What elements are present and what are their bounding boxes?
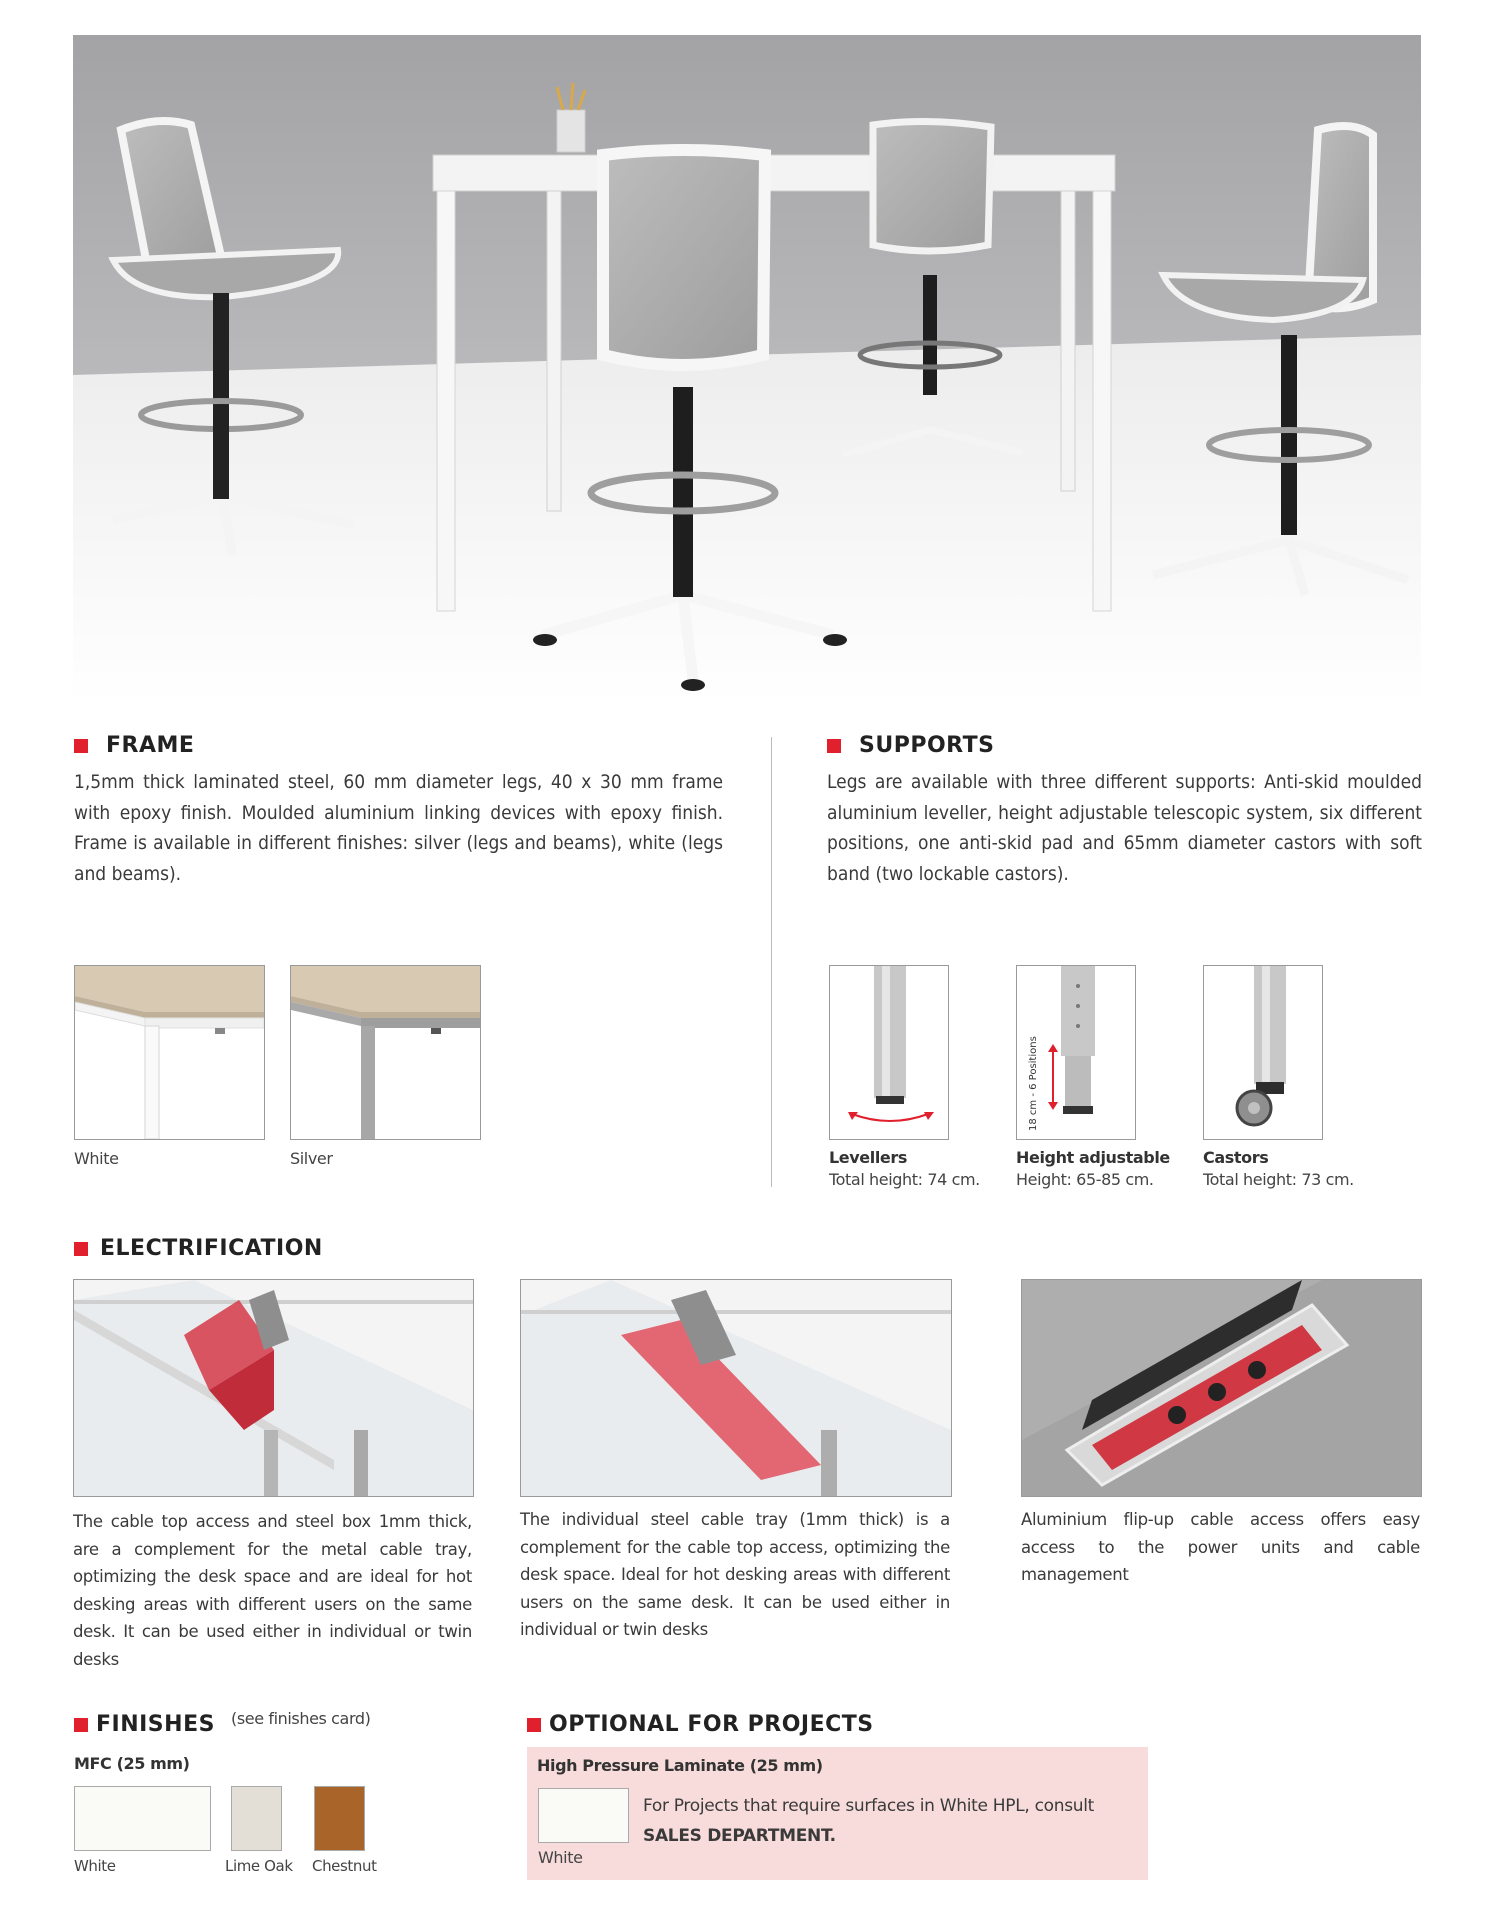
leveller-detail: Total height: 74 cm. (829, 1170, 980, 1189)
supports-heading (827, 733, 994, 758)
height-adjustable-image-text: 18 cm - 6 Positions (1028, 1036, 1039, 1131)
red-square-icon (827, 739, 841, 753)
finish-swatch-white-label: White (74, 1857, 116, 1875)
finishes-note: (see finishes card) (231, 1709, 371, 1728)
cable-top-access-image (73, 1279, 474, 1497)
optional-swatch-label: White (538, 1848, 583, 1867)
hero-image (73, 35, 1421, 705)
height-adjustable-image (1016, 965, 1136, 1140)
frame-finish-silver-image (290, 965, 481, 1140)
frame-finish-silver-label: Silver (290, 1149, 333, 1168)
electrification-heading (74, 1236, 323, 1261)
optional-description-text: For Projects that require surfaces in White HPL, consult (643, 1796, 1095, 1816)
optional-sales-department: SALES DEPARTMENT. (643, 1826, 836, 1846)
red-square-icon (74, 739, 88, 753)
supports-description: Legs are available with three different supports: Anti-skid moulded aluminium leveller, height adjustable telescopic system, six different positions, one anti-skid pad and 65mm diameter castors with soft band (two lockable castors). (827, 771, 1422, 885)
cable-tray-description: The individual steel cable tray (1mm thick) is a complement for the cable top access, optimizing the desk space. Ideal for hot desking areas with different users on the same desk. It can be used either in individual or twin desks (520, 1510, 950, 1639)
frame-heading-text: FRAME (106, 733, 195, 758)
supports-heading-text: SUPPORTS (859, 733, 995, 758)
optional-heading-text: OPTIONAL FOR PROJECTS (549, 1712, 874, 1737)
optional-description (643, 1791, 1140, 1851)
optional-subheading: High Pressure Laminate (25 mm) (537, 1756, 823, 1775)
castor-label: Castors (1203, 1148, 1269, 1167)
height-adjustable-detail: Height: 65-85 cm. (1016, 1170, 1154, 1189)
finish-swatch-chestnut-label: Chestnut (312, 1857, 377, 1875)
leveller-image (829, 965, 949, 1140)
finish-swatch-white (74, 1786, 211, 1851)
finish-swatch-lime-oak (231, 1786, 282, 1851)
finishes-subheading: MFC (25 mm) (74, 1754, 190, 1773)
castor-image (1203, 965, 1323, 1140)
height-adjustable-label: Height adjustable (1016, 1148, 1170, 1167)
red-square-icon (74, 1718, 88, 1732)
frame-description: 1,5mm thick laminated steel, 60 mm diameter legs, 40 x 30 mm frame with epoxy finish. Moulded aluminium linking devices with epoxy finish. Frame is available in different finishes: silver (legs and beams), white (legs and beams). (74, 771, 723, 885)
frame-finish-white-label: White (74, 1149, 119, 1168)
optional-swatch-white (538, 1788, 629, 1843)
electrification-heading-text: ELECTRIFICATION (100, 1236, 323, 1261)
finish-swatch-chestnut (314, 1786, 365, 1851)
red-square-icon (74, 1242, 88, 1256)
castor-detail: Total height: 73 cm. (1203, 1170, 1354, 1189)
red-square-icon (527, 1718, 541, 1732)
column-divider (771, 737, 772, 1187)
frame-finish-white-image (74, 965, 265, 1140)
frame-heading (74, 733, 194, 758)
flip-up-access-description: Aluminium flip-up cable access offers easy access to the power units and cable management (1021, 1510, 1420, 1584)
flip-up-access-image (1021, 1279, 1422, 1497)
leveller-label: Levellers (829, 1148, 907, 1167)
finishes-heading-text: FINISHES (96, 1712, 215, 1737)
cable-tray-image (520, 1279, 952, 1497)
optional-heading (527, 1712, 874, 1737)
cable-top-access-description: The cable top access and steel box 1mm thick, are a complement for the metal cable tray, optimizing the desk space and are ideal for hot desking areas with different users on the same desk. It can be used either in individual or twin desks (73, 1512, 472, 1669)
finishes-heading (74, 1712, 215, 1737)
finish-swatch-lime-oak-label: Lime Oak (225, 1857, 293, 1875)
